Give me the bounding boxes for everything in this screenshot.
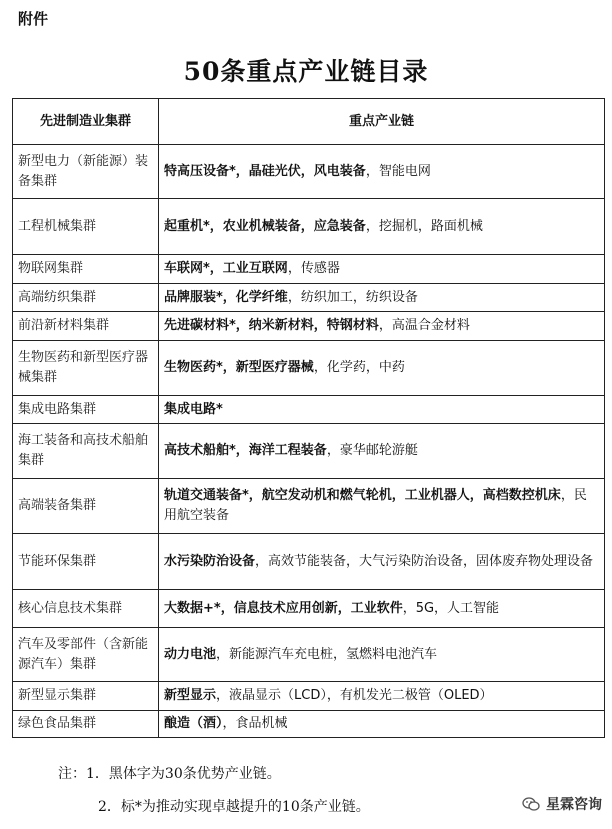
chain-text-bold: 大数据+*，信息技术应用创新，工业软件	[164, 600, 403, 616]
cluster-cell: 高端装备集群	[13, 479, 159, 534]
chain-text-bold: 酿造（酒）	[164, 716, 223, 731]
table-row	[13, 284, 605, 312]
chain-text: ，挖掘机，路面机械	[365, 218, 483, 234]
chain-text: ，智能电网	[365, 163, 431, 179]
table-row	[13, 628, 605, 682]
table-row	[13, 682, 605, 711]
chain-text: ，豪华邮轮游艇	[326, 443, 418, 458]
column-header-chain: 重点产业链	[159, 99, 605, 145]
chain-text: ，高温合金材料	[378, 318, 470, 333]
note-2: 2．标*为推动实现卓越提升的10条产业链。	[98, 799, 370, 815]
chain-text: ，高效节能装备，大气污染防治设备，固体废弃物处理设备	[255, 553, 594, 569]
chain-text-bold: 动力电池	[164, 646, 217, 662]
table-row	[13, 145, 605, 199]
chain-cell	[159, 628, 605, 682]
table-row	[13, 396, 605, 424]
chain-text-bold: 新型显示	[164, 688, 217, 703]
chain-cell	[159, 255, 605, 284]
chain-cell	[159, 424, 605, 479]
table-row	[13, 711, 605, 738]
chain-text-bold: 车联网*，工业互联网	[164, 261, 288, 276]
table-row	[13, 312, 605, 341]
cluster-cell: 物联网集群	[13, 255, 159, 284]
page-title: 50条重点产业链目录	[183, 57, 429, 86]
watermark-text: 星霖咨询	[546, 797, 602, 813]
chain-cell	[159, 479, 605, 534]
chain-cell	[159, 396, 605, 424]
cluster-cell: 海工装备和高技术船舶集群	[13, 424, 159, 479]
table-row	[13, 199, 605, 255]
note-1: 注：1．黑体字为30条优势产业链。	[58, 766, 281, 782]
chain-cell	[159, 590, 605, 628]
industry-chain-table	[12, 98, 605, 738]
chain-cell	[159, 284, 605, 312]
wechat-icon	[522, 797, 540, 811]
chain-text: ，民用航空装备	[164, 488, 587, 523]
chain-cell	[159, 341, 605, 396]
attachment-label: 附件	[18, 10, 49, 28]
cluster-cell: 高端纺织集群	[13, 284, 159, 312]
table-row	[13, 255, 605, 284]
chain-cell	[159, 145, 605, 199]
chain-text-bold: 起重机*，农业机械装备，应急装备	[164, 218, 366, 234]
chain-text: ，新能源汽车充电桩，氢燃料电池汽车	[216, 646, 438, 662]
cluster-cell: 绿色食品集群	[13, 711, 159, 738]
chain-cell	[159, 711, 605, 738]
table-header-row	[13, 99, 605, 145]
chain-text: ，食品机械	[222, 716, 288, 731]
cluster-cell: 生物医药和新型医疗器械集群	[13, 341, 159, 396]
chain-text: ，液晶显示（LCD），有机发光二极管（OLED）	[216, 688, 493, 703]
cluster-cell: 新型显示集群	[13, 682, 159, 711]
table-row	[13, 341, 605, 396]
cluster-cell: 核心信息技术集群	[13, 590, 159, 628]
cluster-cell: 集成电路集群	[13, 396, 159, 424]
chain-cell	[159, 312, 605, 341]
chain-text-bold: 生物医药*，新型医疗器械	[164, 360, 314, 375]
chain-text-bold: 集成电路*	[164, 401, 223, 417]
chain-text-bold: 品牌服装*，化学纤维	[164, 289, 288, 305]
chain-text: ，传感器	[287, 261, 340, 276]
table-row	[13, 479, 605, 534]
chain-cell	[159, 682, 605, 711]
chain-text-bold: 先进碳材料*，纳米新材料，特钢材料	[164, 318, 379, 333]
chain-cell	[159, 199, 605, 255]
table-row	[13, 424, 605, 479]
cluster-cell: 前沿新材料集群	[13, 312, 159, 341]
chain-text-bold: 轨道交通装备*，航空发动机和燃气轮机，工业机器人，高档数控机床	[164, 488, 561, 503]
table-row	[13, 534, 605, 590]
chain-text-bold: 高技术船舶*，海洋工程装备	[164, 443, 327, 458]
watermark	[522, 794, 602, 814]
cluster-cell: 节能环保集群	[13, 534, 159, 590]
chain-text: ，化学药，中药	[313, 360, 405, 375]
chain-text: ，5G，人工智能	[402, 600, 500, 616]
cluster-cell: 新型电力（新能源）装备集群	[13, 145, 159, 199]
chain-text: ，纺织加工，纺织设备	[287, 289, 418, 305]
chain-cell	[159, 534, 605, 590]
cluster-cell: 汽车及零部件（含新能源汽车）集群	[13, 628, 159, 682]
column-header-cluster: 先进制造业集群	[13, 99, 159, 145]
chain-text-bold: 特高压设备*，晶硅光伏，风电装备	[164, 163, 366, 179]
table-row	[13, 590, 605, 628]
cluster-cell: 工程机械集群	[13, 199, 159, 255]
chain-text-bold: 水污染防治设备	[164, 553, 256, 569]
